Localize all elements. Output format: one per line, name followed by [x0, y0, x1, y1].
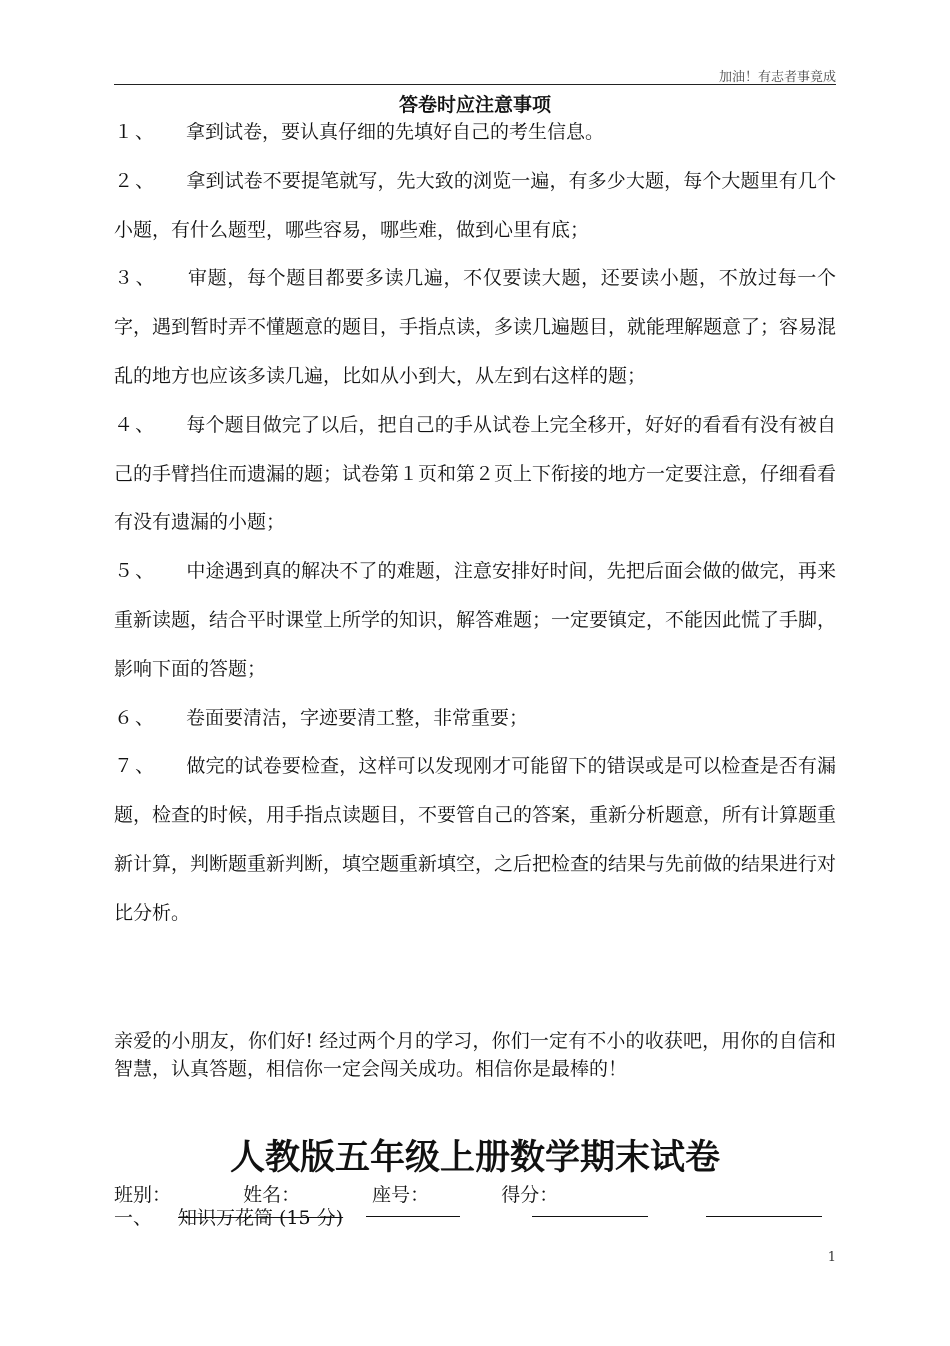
notice-item-4: [114, 401, 836, 547]
answer-blank-line: [366, 1216, 460, 1217]
notice-num: ７、: [114, 755, 157, 778]
score-label: 得分：: [501, 1184, 559, 1206]
notice-num: ３、: [114, 267, 158, 290]
notice-item-6: [114, 694, 836, 743]
class-label: 班别：: [114, 1184, 172, 1206]
notice-num: ４、: [114, 413, 157, 436]
page-number: 1: [827, 1250, 836, 1265]
notice-item-3: [114, 254, 836, 400]
notice-text: 卷面要清洁，字迹要清工整，非常重要；: [186, 706, 529, 729]
notice-item-1: [114, 108, 836, 157]
header-rule: [114, 84, 836, 85]
notice-text: 做完的试卷要检查，这样可以发现刚才可能留下的错误或是可以检查是否有漏题，检查的时候，用手指点读题目，不要管自己的答案，重新分析题意，所有计算题重新计算，判断题重新判断，填空题重新填空，之后把检查的结果与先前做的结果进行对比分析。: [114, 755, 837, 924]
seat-label: 座号：: [372, 1184, 430, 1206]
notice-text: 拿到试卷，要认真仔细的先填好自己的考生信息。: [186, 121, 605, 143]
notice-text: 中途遇到真的解决不了的难题，注意安排好时间，先把后面会做的做完，再来重新读题，结合平时课堂上所学的知识，解答难题；一定要镇定，不能因此慌了手脚，影响下面的答题；: [114, 560, 837, 680]
notice-list: [114, 108, 836, 938]
notice-item-2: [114, 157, 836, 255]
notice-item-5: [114, 547, 836, 693]
notice-num: ２、: [114, 169, 157, 192]
header-motto: 加油！有志者事竟成: [718, 70, 836, 85]
notice-text: 审题，每个题目都要多读几遍，不仅要读大题，还要读小题，不放过每一个字，遇到暂时弄不懂题意的题目，手指点读，多读几遍题目，就能理解题意了；容易混乱的地方也应该多读几遍，比如从小到大，从左到右这样的题；: [114, 267, 837, 387]
notice-title: 答卷时应注意事项: [398, 94, 551, 116]
exam-title: 人教版五年级上册数学期末试卷: [229, 1138, 720, 1178]
section-heading: [114, 1204, 343, 1232]
notice-text: 每个题目做完了以后，把自己的手从试卷上完全移开，好好的看看有没有被自己的手臂挡住而遗漏的题；试卷第１页和第２页上下衔接的地方一定要注意，仔细看看有没有遗漏的小题；: [114, 413, 837, 534]
notice-num: ５、: [114, 560, 157, 583]
notice-num: ６、: [114, 706, 157, 729]
greeting-paragraph: 亲爱的小朋友，你们好! 经过两个月的学习，你们一定有不小的收获吧，用你的自信和智慧，认真答题，相信你一定会闯关成功。相信你是最棒的！: [114, 1030, 836, 1080]
name-label: 姓名：: [243, 1184, 301, 1206]
answer-blank-line: [706, 1216, 822, 1217]
section-number: 一、: [114, 1207, 153, 1229]
notice-num: １、: [114, 121, 157, 143]
answer-blank-line: [532, 1216, 648, 1217]
notice-item-7: [114, 742, 836, 937]
section-title: 知识万花筒 (15 分): [178, 1207, 344, 1229]
notice-text: 拿到试卷不要提笔就写，先大致的浏览一遍，有多少大题，每个大题里有几个小题，有什么题型，哪些容易，哪些难，做到心里有底；: [114, 169, 836, 241]
